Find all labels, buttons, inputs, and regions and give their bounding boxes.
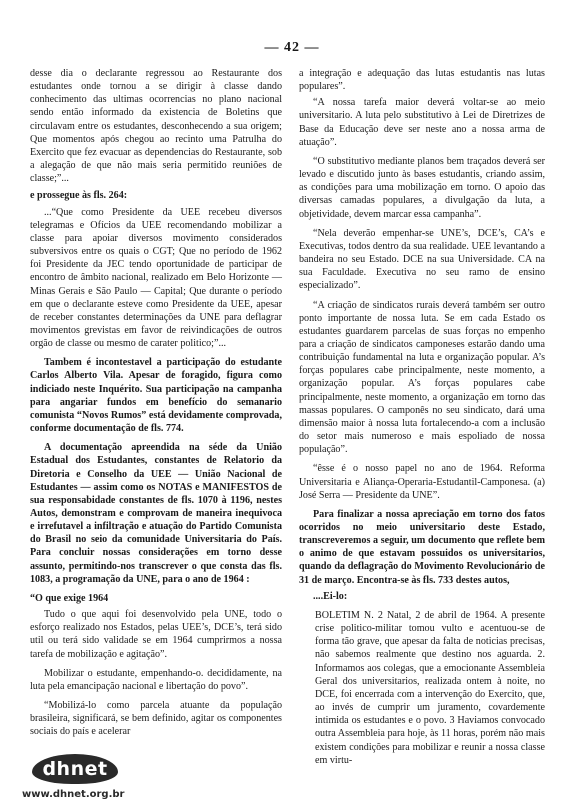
paragraph: “O que exige 1964 [30,592,109,604]
logo-badge: dhnet [32,754,118,784]
paragraph: a integração e adequação das lutas estudantis nas lutas populares”. [299,68,545,93]
right-text-column [299,67,545,770]
paragraph: ....Ei-lo: [313,590,348,602]
page-number: — 42 — [264,40,320,55]
paragraph: Tudo o que aqui foi desenvolvido pela UNE, todo o esforço realizado nos Estados, pelas UEE’s, DCE’s, terá sido util ou terá sido validade se em 1964 cumprirmos a nossa tarefa de mobilização e agitação”. [30,609,282,660]
paragraph: “O substitutivo mediante planos bem traçados deverá ser levado e discutido junto às bases estudantis, criando assim, as condições para uma mobilização em torno. O apoio das diversas camadas populares, a divulgação da luta, a objetividade, devem marcar essa campanha”. [299,155,545,220]
paragraph: “êsse é o nosso papel no ano de 1964. Reforma Universitaria e Aliança-Operaria-Estudantil-Camponesa. (a) José Serra — Presidente da UNE”. [299,463,545,501]
paragraph: BOLETIM N. 2 Natal, 2 de abril de 1964. A presente crise politico-militar tomou vulto e acentuou-se de forma tão grave, que apesar da falta de noticias precisas, não sabemos realmente que destino nos aguarda. 2. Informamos aos colegas, que a emocionante Assembleia Geral dos universitarios, realizada ontem à noite, no DCE, foi encerrada com a intervenção do Exercito, que, ao invés de cumprir um juramento, covardemente intimida os estudantes e o povo. 3 Haviamos convocado outra Assembleia para hoje, às 11 horas, porém não mais existem condições para mobilizar e reunir a nossa classe em virtu- [315,609,545,766]
paragraph: “Mobilizá-lo como parcela atuante da população brasileira, significará, se bem definido, agitar os componentes sociais do país e acelerar [30,700,282,738]
left-text-column [30,67,282,742]
logo-url[interactable]: www.dhnet.org.br [22,789,125,800]
paragraph: A documentação apreendida na séde da União Estadual dos Estudantes, constantes de Relatorio da Diretoria e Conselho da UEE — União Nacional de Estudantes — assim como os NOTAS e MANIFESTOS de sua responsabidade constantes de fls. 1070 à 1196, nestes Autos, demonstram e comprovam de maneira inequivoca e irrefutavel a infiltração e atuação do Partido Comunista do Brasil no seio da comunidade Universitaria do País. Para concluir nossas considerações em torno desse assunto, permitindo-nos transcrever o que consta das fls. 1083, a programação da UNE, para o ano de 1964 : [30,442,282,585]
paragraph: desse dia o declarante regressou ao Restaurante dos estudantes onde tornou a se dirigir à classe dando conhecimento das ultimas ocorrencias no plano nacional sendo então informado da existencia de Boletins que circulavam entre os estudantes, desconhecendo a sua origem; Que momentos após chegou ao recinto uma Patrulha do Exercito que fez evacuar as dependencias do Restaurante, sob a alegação de que não mais seria permitido reuniões de classe;”... [30,68,282,185]
paragraph: “A nossa tarefa maior deverá voltar-se ao meio universitario. A luta pelo substitutivo à Lei de Diretrizes de Base da Educação deve ser neste ano a nossa arma de atuação”. [299,97,545,148]
paragraph: “A criação de sindicatos rurais deverá também ser outro ponto importante de nossa luta. Se em cada Estado os estudantes guardarem parcelas de suas forças no empenho para a criação de sindicatos camponeses estarão dando uma contribuição fundamental na luta e organização popular. A’s forças populares cabe principalmente, neste momento, a organização popular. A’s forças populares cabe principalmente, neste momento, a organização em torno das massas populares. O camponês no seu sindicato, dará uma dimensão maior à nossa luta fortalecendo-a com a inclusão do setor mais numeroso e mais espoliado de nossa população”. [299,299,545,456]
paragraph: “Nela deverão empenhar-se UNE’s, DCE’s, CA’s e Executivas, todos dentro da sua realidade. UEE levantando a bandeira no seu Estado. DCE na sua Universidade. CA na sua Faculdade. Executiva no seu ramo de ensino especializado”. [299,227,545,292]
paragraph: Para finalizar a nossa apreciação em torno dos fatos ocorridos no meio universitario deste Estado, transcreveremos a seguir, um documento que reflete bem o animo de que estavam possuidos os universitarios, quando da deflagração do Movimento Revolucionário de 31 de março. Encontra-se às fls. 733 destes autos, [299,508,545,586]
paragraph: e prossegue às fls. 264: [30,190,128,202]
paragraph: Mobilizar o estudante, empenhando-o. decididamente, na luta pela emancipação nacional e libertação do povo”. [30,667,282,692]
paragraph: ...“Que como Presidente da UEE recebeu diversos telegramas e Ofícios da UEE recomendando mobilizar a classe para apoiar diversos movimento considerados subversivos entre os quais o CGT; Que no período de 1962 foi Presidente da JEC tendo oportunidade de participar de encontro de âmbito nacional, realizado em Belo Horizonte — Minas Gerais e São Paulo — Capital; Que durante o período em que o declarante esteve como Presidente da UEE, apesar de receber constantes determinações da UNE para deflagrar movimentos grevistas em favor de reivindicações de outros orgão de classe ou mesmo de carater politico;”... [30,206,282,350]
paragraph: Tambem é incontestavel a participação do estudante Carlos Alberto Vila. Apesar de foragido, figura como indiciado neste Inquérito. Sua participação na campanha para angariar fundos em benefício do semanario comunista “Novos Rumos” está devidamente comprovada, conforme documentação de fls. 774. [30,357,282,435]
dhnet-logo[interactable] [20,754,140,812]
